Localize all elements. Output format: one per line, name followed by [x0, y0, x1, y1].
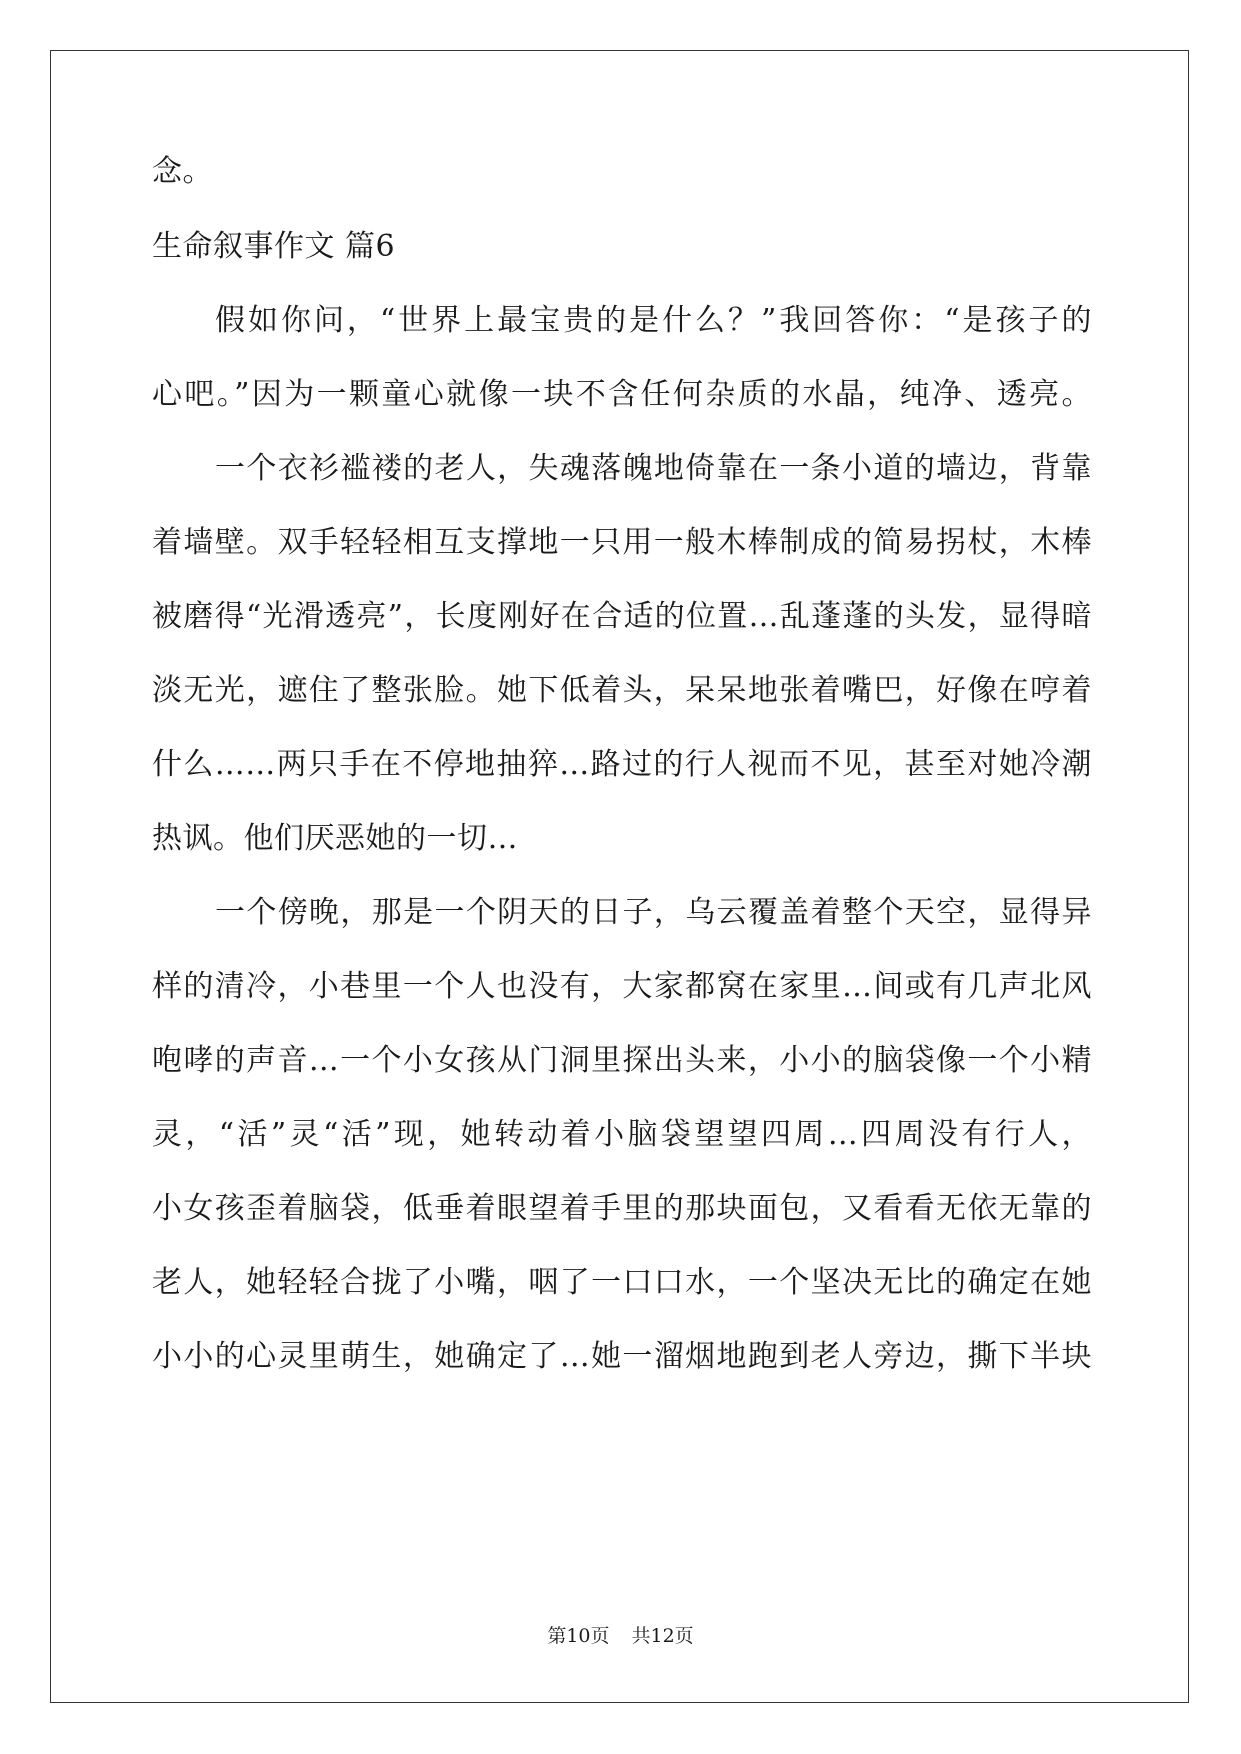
page-number: 第10页: [547, 1625, 610, 1647]
text-line-12: 样的清冷，小巷里一个人也没有，大家都窝在家里…间或有几声北风: [152, 969, 1092, 1004]
page-border: [50, 50, 1189, 1703]
text-line-11: 一个傍晚，那是一个阴天的日子，乌云覆盖着整个天空，显得异: [215, 895, 1092, 930]
text-line-10: 热讽。他们厌恶她的一切…: [152, 821, 518, 856]
text-line-6: 着墙壁。双手轻轻相互支撑地一只用一般木棒制成的简易拐杖，木棒: [152, 525, 1092, 560]
text-line-7: 被磨得“光滑透亮”，长度刚好在合适的位置…乱蓬蓬的头发，显得暗: [152, 599, 1092, 634]
text-line-4: 心吧。”因为一颗童心就像一块不含任何杂质的水晶，纯净、透亮。: [152, 377, 1092, 412]
text-line-3: 假如你问，“世界上最宝贵的是什么？”我回答你：“是孩子的: [215, 303, 1092, 338]
page-total: 共12页: [631, 1625, 694, 1647]
text-line-15: 小女孩歪着脑袋，低垂着眼望着手里的那块面包，又看看无依无靠的: [152, 1191, 1092, 1226]
page-footer: [0, 1624, 1241, 1648]
text-line-17: 小小的心灵里萌生，她确定了…她一溜烟地跑到老人旁边，撕下半块: [152, 1339, 1092, 1374]
text-line-16: 老人，她轻轻合拢了小嘴，咽了一口口水，一个坚决无比的确定在她: [152, 1265, 1092, 1300]
text-line-14: 灵，“活”灵“活”现，她转动着小脑袋望望四周…四周没有行人，: [152, 1117, 1092, 1152]
section-heading: 生命叙事作文 篇6: [152, 229, 396, 264]
text-line-9: 什么……两只手在不停地抽猝…路过的行人视而不见，甚至对她冷潮: [152, 747, 1092, 782]
text-line-8: 淡无光，遮住了整张脸。她下低着头，呆呆地张着嘴巴，好像在哼着: [152, 673, 1092, 708]
text-line-1: 念。: [152, 154, 213, 189]
text-line-13: 咆哮的声音…一个小女孩从门洞里探出头来，小小的脑袋像一个小精: [152, 1043, 1092, 1078]
text-line-5: 一个衣衫褴褛的老人，失魂落魄地倚靠在一条小道的墙边，背靠: [215, 451, 1092, 486]
